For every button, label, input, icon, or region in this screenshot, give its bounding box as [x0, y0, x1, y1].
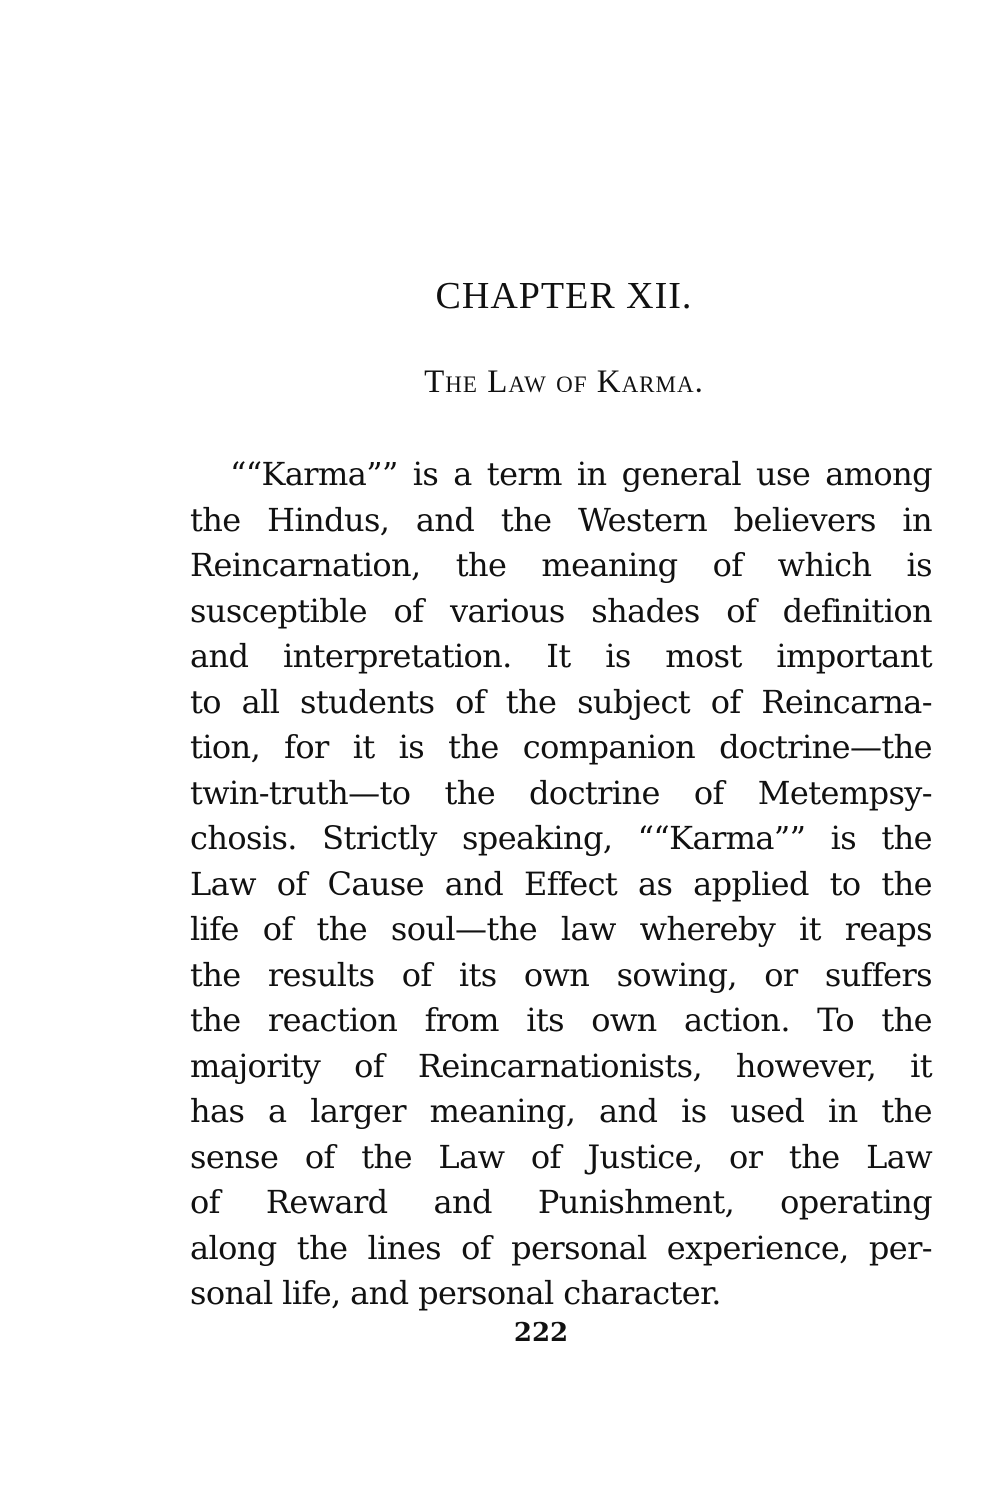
paragraph — [190, 452, 932, 1317]
paragraph-line: of Reward and Punishment, operating — [190, 1183, 932, 1221]
paragraph-line: life of the soul—the law whereby it reaps — [190, 910, 932, 948]
paragraph-line: has a larger meaning, and is used in the — [190, 1092, 932, 1130]
paragraph-line: along the lines of personal experience, per- — [190, 1228, 932, 1267]
paragraph-line: susceptible of various shades of definition — [190, 591, 932, 630]
chapter-heading: CHAPTER XII. — [435, 275, 693, 317]
paragraph-line: majority of Reincarnationists, however, it — [190, 1046, 932, 1085]
paragraph-line: sonal life, and personal character. — [190, 1274, 721, 1312]
paragraph-line: sense of the Law of Justice, or the Law — [190, 1137, 932, 1176]
paragraph-line: and interpretation. It is most important — [190, 637, 932, 675]
paragraph-line: ““Karma”” is a term in general use among — [230, 455, 932, 493]
paragraph-line: chosis. Strictly speaking, ““Karma”” is the — [190, 819, 932, 857]
paragraph-line: to all students of the subject of Reincarna- — [190, 682, 932, 721]
paragraph-line: Law of Cause and Effect as applied to the — [190, 864, 932, 903]
paragraph-line: twin-truth—to the doctrine of Metempsy- — [190, 773, 932, 812]
page-number: 222 — [513, 1318, 569, 1348]
paragraph-line: the reaction from its own action. To the — [190, 1001, 932, 1039]
section-heading: The Law of Karma. — [424, 364, 704, 400]
paragraph-line: Reincarnation, the meaning of which is — [190, 546, 932, 584]
paragraph-line: the results of its own sowing, or suffers — [190, 955, 932, 994]
paragraph-line: tion, for it is the companion doctrine—the — [190, 728, 932, 766]
paragraph-line: the Hindus, and the Western believers in — [190, 500, 932, 539]
